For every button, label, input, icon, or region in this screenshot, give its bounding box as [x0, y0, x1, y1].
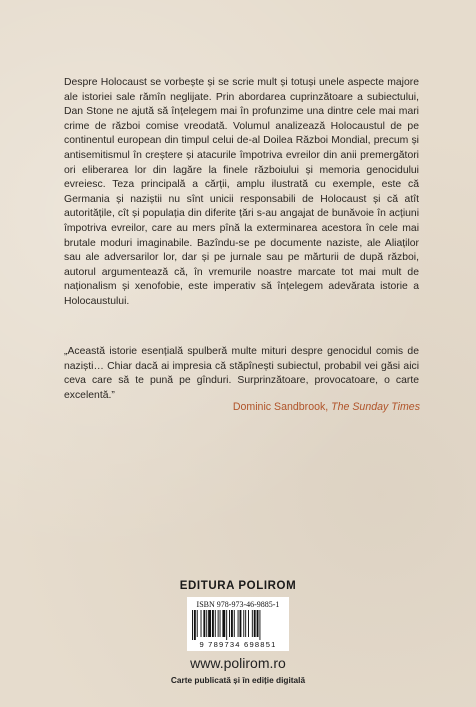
barcode-bar — [238, 610, 239, 637]
review-attribution — [233, 401, 420, 413]
barcode-bar — [252, 610, 253, 637]
publisher-website: www.polirom.ro — [190, 655, 286, 671]
barcode-bar — [194, 610, 196, 640]
barcode-bar — [257, 610, 259, 637]
barcode-bar — [212, 610, 214, 637]
barcode-bar — [234, 610, 235, 637]
barcode-icon — [191, 610, 285, 640]
reviewer-name: Dominic Sandbrook, — [232, 401, 329, 413]
barcode-bar — [222, 610, 225, 637]
barcode-bar — [197, 610, 198, 637]
book-description: Despre Holocaust se vorbește și se scrie mult și totuși unele aspecte majore ale istoriei sale rămîn neglijate. Prin abordarea cuprinzătoare a subiectului, Dan Stone ne ajută să înțelegem mai în profunzime una dintre cele mai mari crime de război comise vreodată. Volumul analizează Holocaustul de pe continentul european din timpul celui de-al Doilea Război Mondial, precum și antisemitismul în creștere și atacurile împotriva evreilor din anii premergători ori eliberarea lor din lagăre la finele războiului și memoria genocidului evreiesc. Teza principală a cărții, amplu ilustrată cu exemple, este că Germania și naziștii nu sînt unicii responsabili de Holocaust și că atît autoritățile, cît și populația din diferite țări s-au angajat de bunăvoie în acțiuni împotriva evreilor, care au mers pînă la exterminarea acestora în cele mai brutale moduri imaginabile. Bazîndu-se pe documente naziste, ale Aliaților sau ale adversarilor lor, dar și pe jurnale sau pe mărturii de după război, autorul argumentează că, în vremurile noastre marcate tot mai mult de naționalism și xenofobie, este imperativ să înțelegem adevărata istorie a Holocaustului. — [64, 77, 419, 307]
review-quote: „Această istorie esențială spulberă multe mituri despre genocidul comis de naziști… Chiar dacă ai impresia că stăpînești subiectul, probabil vei găsi aici ceva care să te pună pe gînduri. Surprinzătoare, provocatoare, o carte excelentă.” — [64, 346, 419, 401]
barcode-bar — [259, 610, 260, 640]
barcode-bar — [229, 610, 230, 637]
barcode-bar — [215, 610, 216, 637]
barcode-bar — [245, 610, 246, 637]
barcode-bar — [201, 610, 202, 637]
barcode-bar — [218, 610, 219, 637]
barcode-bar — [192, 610, 193, 640]
barcode-bar — [226, 610, 227, 640]
barcode-bar — [206, 610, 207, 637]
barcode-block — [187, 597, 289, 651]
barcode-bar — [248, 610, 249, 637]
barcode-digits: 9 789734 698851 — [199, 640, 277, 649]
barcode-bar — [220, 610, 221, 637]
barcode-bar — [240, 610, 242, 637]
publisher-name: EDITURA POLIROM — [179, 580, 297, 592]
barcode-bar — [203, 610, 205, 637]
digital-edition-note: Carte publicată și în ediție digitală — [170, 675, 306, 685]
barcode-bar — [243, 610, 244, 637]
barcode-bar — [231, 610, 233, 637]
isbn-number: ISBN 978-973-46-9885-1 — [196, 600, 280, 609]
review-publication: The Sunday Times — [331, 401, 420, 413]
barcode-bar — [208, 610, 211, 637]
barcode-bar — [254, 610, 256, 637]
